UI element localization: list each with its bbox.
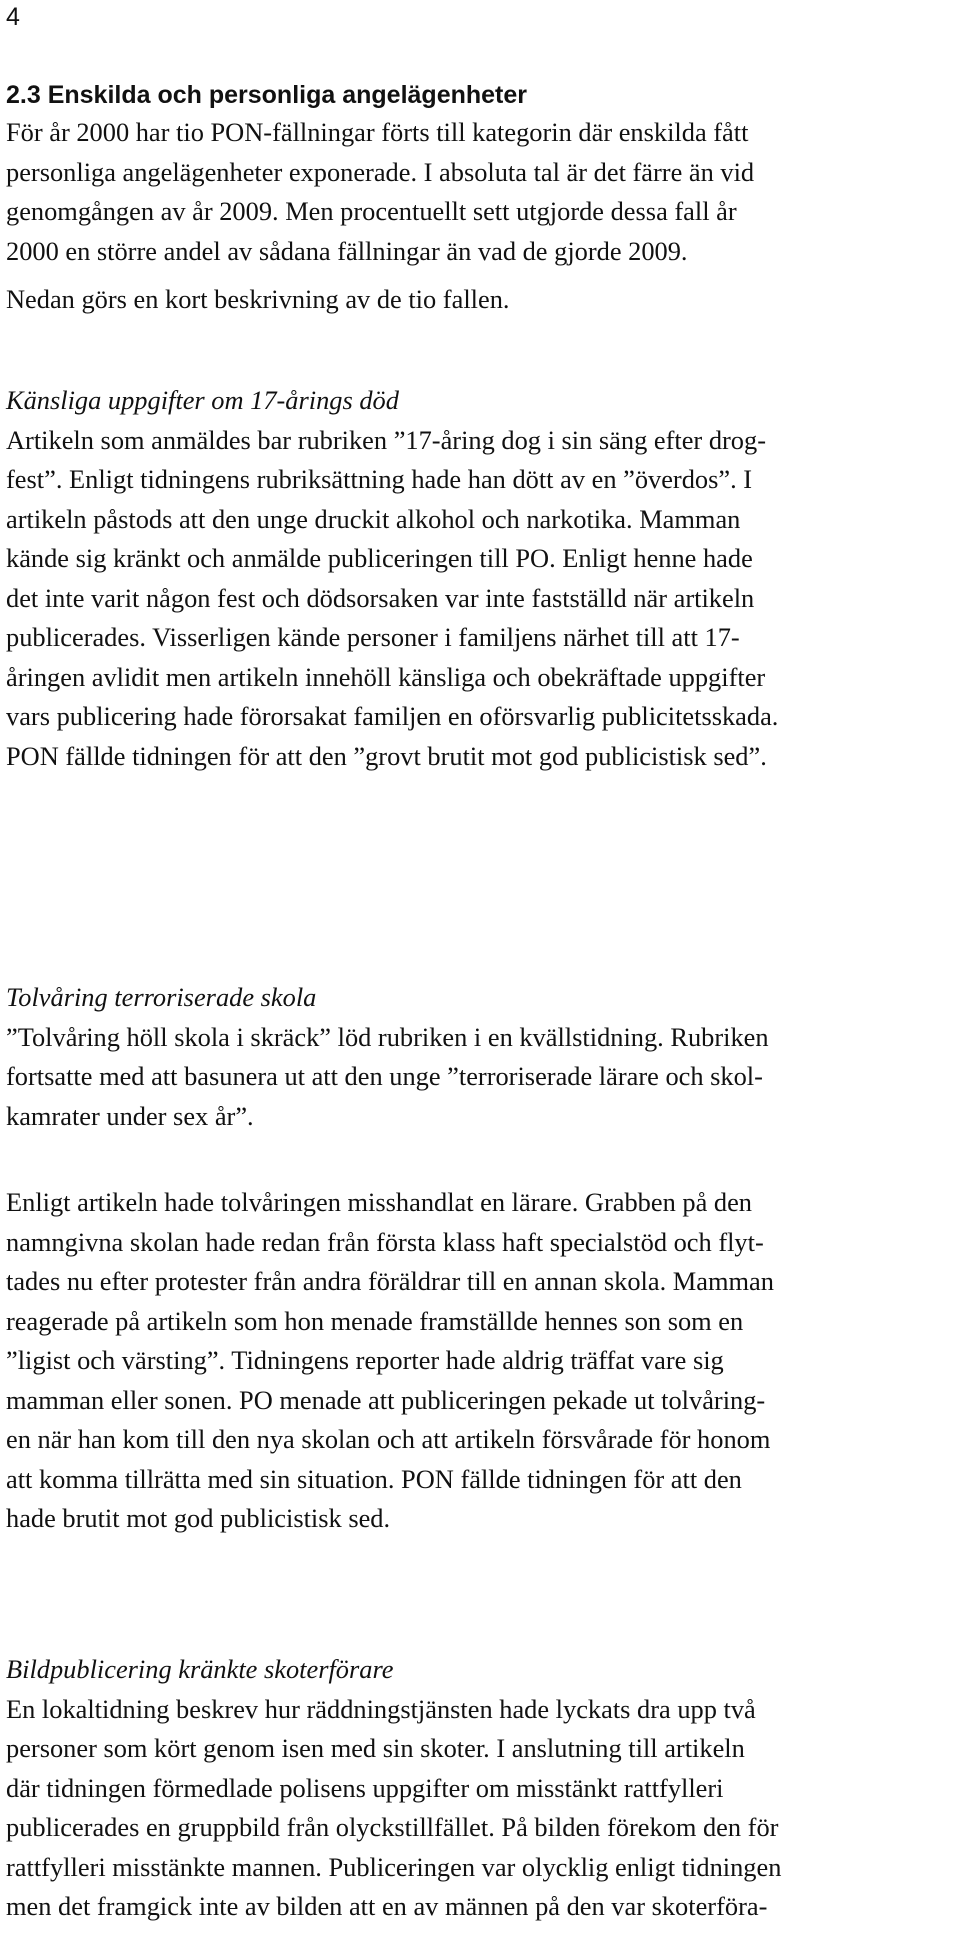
text-line: det inte varit någon fest och dödsorsaken var inte fastställd när artikeln <box>6 582 755 613</box>
text-line: vars publicering hade förorsakat familjen en oförsvarlig publicitetsskada. <box>6 701 779 731</box>
text-line: publicerades en gruppbild från olyckstillfället. På bilden förekom den för <box>6 1812 779 1842</box>
text-line: men det framgick inte av bilden att en av männen på den var skoterföra- <box>6 1891 768 1921</box>
text-line: kamrater under sex år”. <box>6 1100 254 1131</box>
text-line: ”Tolvåring höll skola i skräck” löd rubriken i en kvällstidning. Rubriken <box>6 1021 769 1052</box>
text-line: åringen avlidit men artikeln innehöll känsliga och obekräftade uppgifter <box>6 661 766 692</box>
case-paragraph <box>6 1690 954 1927</box>
intro-note-paragraph <box>6 280 954 320</box>
text-line: hade brutit mot god publicistisk sed. <box>6 1503 391 1533</box>
text-line: där tidningen förmedlade polisens uppgifter om misstänkt rattfylleri <box>6 1772 724 1803</box>
text-line: publicerades. Visserligen kände personer i familjens närhet till att 17- <box>6 622 740 652</box>
case-paragraph <box>6 1183 954 1539</box>
text-line: genomgången av år 2009. Men procentuellt sett utgjorde dessa fall år <box>6 196 737 226</box>
text-line: Artikeln som anmäldes bar rubriken ”17-åring dog i sin säng efter drog- <box>6 424 766 455</box>
case-section-1 <box>6 381 954 776</box>
text-line: För år 2000 har tio PON-fällningar förts till kategorin där enskilda fått <box>6 117 749 147</box>
text-line: Nedan görs en kort beskrivning av de tio fallen. <box>6 284 510 314</box>
text-line: Enligt artikeln hade tolvåringen misshandlat en lärare. Grabben på den <box>6 1187 752 1217</box>
text-line: rattfylleri misstänkte mannen. Publiceringen var olycklig enligt tidningen <box>6 1851 782 1882</box>
case-section-2 <box>6 978 954 1136</box>
case-paragraph <box>6 1018 954 1137</box>
case-paragraph <box>6 421 954 777</box>
text-line: att komma tillrätta med sin situation. PON fällde tidningen för att den <box>6 1463 742 1494</box>
text-line: PON fällde tidningen för att den ”grovt brutit mot god publicistisk sed”. <box>6 740 767 771</box>
case-title: Tolvåring terroriserade skola <box>6 982 317 1012</box>
page-number: 4 <box>6 3 20 31</box>
case-section-2-continued <box>6 1183 954 1539</box>
text-line: namngivna skolan hade redan från första klass haft specialstöd och flyt- <box>6 1226 764 1257</box>
text-line: artikeln påstods att den unge druckit alkohol och narkotika. Mamman <box>6 503 741 534</box>
text-line: En lokaltidning beskrev hur räddningstjänsten hade lyckats dra upp två <box>6 1693 756 1724</box>
text-line: mamman eller sonen. PO menade att publiceringen pekade ut tolvåring- <box>6 1384 766 1415</box>
text-line: ”ligist och värsting”. Tidningens reporter hade aldrig träffat vare sig <box>6 1345 724 1375</box>
text-line: kände sig kränkt och anmälde publiceringen till PO. Enligt henne hade <box>6 543 753 573</box>
text-line: personer som kört genom isen med sin skoter. I anslutning till artikeln <box>6 1733 745 1763</box>
case-title: Bildpublicering kränkte skoterförare <box>6 1654 394 1684</box>
section-heading: 2.3 Enskilda och personliga angelägenheter <box>6 81 527 109</box>
text-line: fest”. Enligt tidningens rubriksättning hade han dött av en ”överdos”. I <box>6 464 753 494</box>
case-section-3 <box>6 1650 954 1927</box>
intro-paragraph <box>6 113 954 271</box>
text-line: fortsatte med att basunera ut att den unge ”terroriserade lärare och skol- <box>6 1061 763 1091</box>
text-line: 2000 en större andel av sådana fällningar än vad de gjorde 2009. <box>6 235 688 266</box>
text-line: en när han kom till den nya skolan och att artikeln försvårade för honom <box>6 1424 771 1454</box>
text-line: tades nu efter protester från andra föräldrar till en annan skola. Mamman <box>6 1266 774 1296</box>
case-title: Känsliga uppgifter om 17-årings död <box>6 385 399 415</box>
text-line: personliga angelägenheter exponerade. I absoluta tal är det färre än vid <box>6 156 755 187</box>
text-line: reagerade på artikeln som hon menade framställde hennes son som en <box>6 1305 744 1336</box>
